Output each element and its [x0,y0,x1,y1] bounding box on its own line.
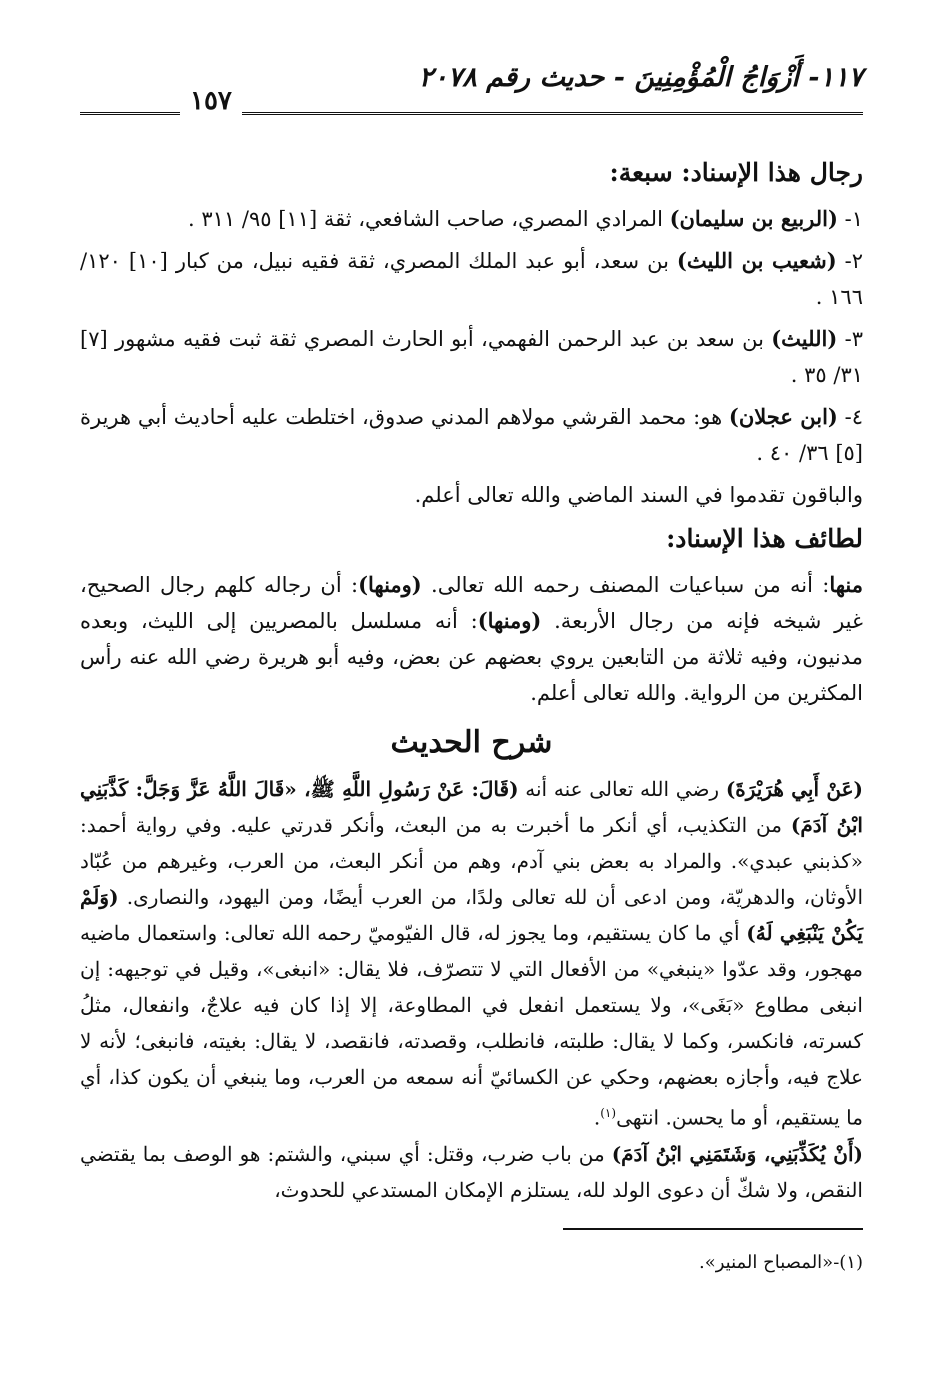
hadith-text: (أَنْ يُكَذِّبَنِي، وَشَتَمَنِي ابْنُ آدَمَ) [611,1141,863,1166]
narrator-description: بن سعد بن عبد الرحمن الفهمي، أبو الحارث المصري ثقة ثبت فقيه مشهور [٧] ٣١/ ٣٥ . [80,327,863,387]
footnote-divider [563,1228,863,1230]
lataif-text: : أن رجاله كلهم رجال الصحيح، غير شيخه فإنه من رجال الأربعة. [80,573,863,633]
page-content [80,153,863,1273]
narrator-name: (الليث) [771,326,838,351]
item-number: ٢- [836,249,863,273]
lataif-marker: (ومنها) [477,608,542,633]
page-header [80,62,863,115]
narrator-description: بن سعد، أبو عبد الملك المصري، ثقة فقيه نبيل، من كبار [١٠] ١٢٠/ ١٦٦ . [80,249,863,309]
narrator-name: (الربيع بن سليمان) [669,206,838,231]
commentary-text: من باب ضرب، وقتل: أي سبني، والشتم: هو الوصف بما يقتضي النقص، ولا شكّ أن دعوى الولد لله، يستلزم الإمكان المستدعي للحدوث، [80,1141,863,1202]
rijal-item-2 [80,243,863,315]
item-number: ٣- [837,327,863,351]
sharh-paragraph-2 [80,1136,863,1208]
narrator-description: المرادي المصري، صاحب الشافعي، ثقة [١١] ٩٥/ ٣١١ . [188,207,670,231]
hadith-text: (وَلَمْ يَكُنْ يَنْبَغِي لَهُ) [80,885,863,945]
running-title: ١١٧- أَزْوَاجُ الْمُؤْمِنِينَ - حديث رقم ٢٠٧٨ [418,62,863,93]
lataif-lead: منها [829,572,863,597]
rijal-item-3 [80,321,863,393]
lataif-paragraph [80,567,863,711]
sharh-paragraph-1 [80,771,863,1136]
narrator-name: (شعيب بن الليث) [676,248,837,273]
sharh-title: شرح الحديث [390,725,553,760]
hadith-text: (عَنْ أَبِي هُرَيْرَةَ) [725,777,864,801]
rijal-title: رجال هذا الإسناد: سبعة: [609,158,863,187]
item-number: ١- [837,207,863,231]
lataif-title: لطائف هذا الإسناد: [666,524,863,553]
commentary-text: أي ما كان يستقيم، وما يجوز له، قال الفيّوميّ رحمه الله تعالى: واستعمال ماضيه مهجور، وقد عدّوا «ينبغي» من الأفعال التي لا تتصرّف، فلا يقال: «انبغى»، وقيل في توجيهه: إن انبغى مطاوع «بَغَى»، ولا يستعمل انفعل في المطاوعة، إلا إذا كان فيه علاجٌ، وانفعال، مثلُ كسرته، فانكسر، وكما لا يقال: طلبته، فانطلب، وقصدته، فانقصد، لا يقال: بغيته، فانبغى؛ لأنه لا علاج فيه، وأجازه بعضهم، وحكي عن الكسائيّ أنه سمعه من العرب، وما ينبغي أن يكون كذا، أي ما يستقيم، أو ما يحسن. انتهى [80,921,863,1130]
item-number: ٤- [837,405,863,429]
page-number: ١٥٧ [180,86,242,116]
hadith-text: (قَالَ: عَنْ رَسُولِ اللَّهِ ﷺ، «قَالَ اللَّهُ عَزَّ وَجَلَّ: كَذَّبَنِي ابْنُ آدَمَ) [80,777,863,837]
narrator-description: هو: محمد القرشي مولاهم المدني صدوق، اختلطت عليه أحاديث أبي هريرة [٥] ٣٦/ ٤٠ . [80,405,863,465]
lataif-marker: (ومنها) [358,572,422,597]
footnote-reference[interactable]: (١) [600,1106,617,1120]
footnote: (١)-«المصباح المنير». [699,1251,863,1273]
commentary-text: . [593,1105,601,1130]
rijal-item-4 [80,399,863,471]
rijal-item-1 [80,201,863,237]
commentary-text: من التكذيب، أي أنكر ما أخبرت به من البعث، وأنكر قدرتي عليه. وفي رواية أحمد: «كذبني عبدي». والمراد به بعض بني آدم، وهم من أنكر البعث، من العرب، وغيرهم من عُبّاد الأوثان، والدهريّة، ومن ادعى أن لله تعالى ولدًا، من العرب أيضًا، ومن اليهود، والنصارى. [80,813,864,909]
lataif-text: : أنه مسلسل بالمصريين إلى الليث، وبعده مدنيون، وفيه ثلاثة من التابعين يروي بعضهم عن بعض، وفيه أبو هريرة رضي الله عنه رأس المكثرين من الرواية. والله تعالى أعلم. [80,609,863,705]
sharh-body [80,771,863,1208]
lataif-text: : أنه من سباعيات المصنف رحمه الله تعالى. [421,573,830,597]
rijal-closing: والباقون تقدموا في السند الماضي والله تعالى أعلم. [414,483,863,507]
narrator-name: (ابن عجلان) [728,404,838,429]
commentary-text: رضي الله تعالى عنه أنه [518,777,726,801]
